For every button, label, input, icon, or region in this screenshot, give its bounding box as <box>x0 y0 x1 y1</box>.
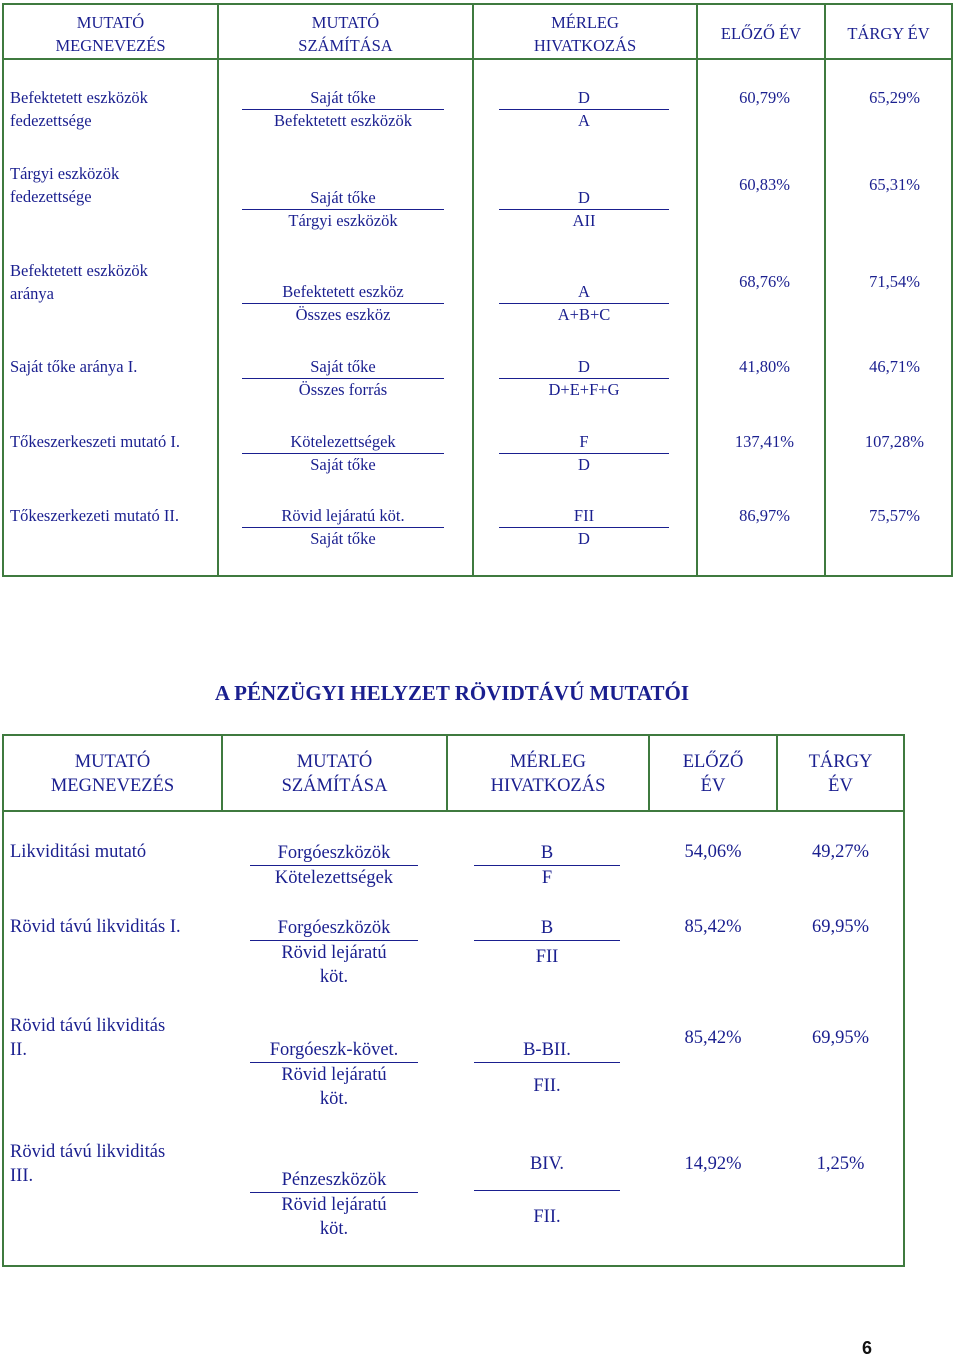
numerator: Saját tőke <box>310 88 376 107</box>
prev-year-value: 60,79% <box>739 88 790 107</box>
numerator: A <box>578 282 590 301</box>
balance-reference <box>499 187 669 232</box>
curr-year-value: 65,31% <box>869 175 920 194</box>
numerator: Befektetett eszköz <box>282 282 404 301</box>
row-name: Rövid távú likviditás I. <box>10 917 181 937</box>
balance-reference <box>499 431 669 476</box>
balance-reference <box>474 916 620 969</box>
formula <box>242 187 444 232</box>
numerator: Forgóeszközök <box>277 918 391 938</box>
curr-year-value: 71,54% <box>869 272 920 291</box>
balance-reference <box>499 356 669 401</box>
denominator: A+B+C <box>557 305 611 324</box>
denominator: FII. <box>533 1076 561 1096</box>
prev-year-value: 68,76% <box>739 272 790 291</box>
prev-year-value: 137,41% <box>734 432 794 451</box>
numerator: B <box>540 918 554 938</box>
header-divider <box>4 58 951 60</box>
section-title: A PÉNZÜGYI HELYZET RÖVIDTÁVÚ MUTATÓI <box>214 681 690 705</box>
header-prev-year: ELŐZŐ ÉV <box>682 752 744 796</box>
prev-year-value: 85,42% <box>684 917 742 937</box>
row-name: Rövid távú likviditás II. <box>10 1016 166 1060</box>
numerator: FII <box>573 506 595 525</box>
numerator: Forgóeszk-követ. <box>269 1040 399 1060</box>
numerator: Saját tőke <box>310 357 376 376</box>
curr-year-value: 65,29% <box>869 88 920 107</box>
fraction-bar <box>474 1190 620 1191</box>
header-calc: MUTATÓ SZÁMÍTÁSA <box>298 13 393 55</box>
curr-year-value: 1,25% <box>816 1154 865 1174</box>
numerator: Kötelezettségek <box>290 432 396 451</box>
curr-year-value: 69,95% <box>811 917 870 937</box>
denominator: Összes eszköz <box>295 305 391 324</box>
header-curr-year: TÁRGY ÉV <box>808 752 873 796</box>
denominator: Összes forrás <box>298 380 388 399</box>
short-term-indicators-table <box>2 734 905 1267</box>
balance-reference <box>499 281 669 326</box>
header-prev-year: ELŐZŐ ÉV <box>720 24 802 43</box>
row-name: Rövid távú likviditás III. <box>10 1142 166 1186</box>
balance-reference <box>474 1038 620 1098</box>
header-calc: MUTATÓ SZÁMÍTÁSA <box>281 752 388 796</box>
prev-year-value: 86,97% <box>739 506 790 525</box>
curr-year-value: 75,57% <box>869 506 920 525</box>
numerator: B <box>540 843 554 863</box>
curr-year-value: 49,27% <box>811 842 870 862</box>
prev-year-value: 54,06% <box>684 842 742 862</box>
header-ref: MÉRLEG HIVATKOZÁS <box>490 752 606 796</box>
denominator: Tárgyi eszközök <box>288 211 398 230</box>
denominator: FII <box>535 947 559 967</box>
balance-reference <box>499 87 669 132</box>
formula <box>242 505 444 550</box>
row-name: Saját tőke aránya I. <box>10 357 138 376</box>
header-curr-year: TÁRGY ÉV <box>847 24 930 43</box>
fraction-bar <box>474 940 620 941</box>
curr-year-value: 69,95% <box>811 1028 870 1048</box>
balance-reference <box>499 505 669 550</box>
numerator: F <box>579 432 589 451</box>
denominator: FII. <box>533 1207 561 1227</box>
page-number: 6 <box>862 1338 873 1358</box>
row-name: Tőkeszerkeszeti mutató I. <box>10 432 180 451</box>
numerator: D <box>578 88 590 107</box>
header-name: MUTATÓ MEGNEVEZÉS <box>50 752 175 796</box>
header-divider <box>4 810 903 812</box>
denominator: Kötelezettségek <box>274 868 394 888</box>
prev-year-value: 41,80% <box>739 357 790 376</box>
formula <box>250 841 418 890</box>
denominator: A <box>578 111 590 130</box>
denominator: D+E+F+G <box>548 380 620 399</box>
denominator: D <box>578 529 590 548</box>
long-term-indicators-table <box>2 3 953 577</box>
numerator: Forgóeszközök <box>277 843 391 863</box>
denominator: AII <box>572 211 596 230</box>
formula <box>242 431 444 476</box>
denominator: Rövid lejáratú köt. <box>281 1195 387 1239</box>
denominator: Saját tőke <box>310 455 376 474</box>
denominator: Rövid lejáratú köt. <box>281 943 387 987</box>
numerator: B-BII. <box>523 1040 571 1060</box>
curr-year-value: 46,71% <box>869 357 920 376</box>
fraction-bar <box>474 1062 620 1063</box>
row-name: Befektetett eszközök aránya <box>10 261 148 303</box>
row-name: Tárgyi eszközök fedezettsége <box>10 164 120 206</box>
denominator: Befektetett eszközök <box>274 111 412 130</box>
formula <box>242 281 444 326</box>
formula <box>250 1168 418 1241</box>
balance-reference <box>474 1152 620 1229</box>
row-name: Befektetett eszközök fedezettsége <box>10 88 148 130</box>
column-divider <box>217 5 219 575</box>
header-ref: MÉRLEG HIVATKOZÁS <box>533 13 637 55</box>
header-name: MUTATÓ MEGNEVEZÉS <box>55 13 166 55</box>
row-name: Tőkeszerkezeti mutató II. <box>10 506 180 525</box>
denominator: F <box>541 868 553 888</box>
prev-year-value: 85,42% <box>684 1028 742 1048</box>
denominator: Rövid lejáratú köt. <box>281 1065 387 1109</box>
numerator: D <box>578 188 590 207</box>
formula <box>242 356 444 401</box>
formula <box>242 87 444 132</box>
numerator: Rövid lejáratú köt. <box>281 506 405 525</box>
column-divider <box>472 5 474 575</box>
numerator: Saját tőke <box>310 188 376 207</box>
numerator: Pénzeszközök <box>281 1170 387 1190</box>
formula <box>250 916 418 989</box>
balance-reference <box>474 841 620 890</box>
formula <box>250 1038 418 1111</box>
denominator: Saját tőke <box>310 529 376 548</box>
prev-year-value: 14,92% <box>684 1154 742 1174</box>
numerator: BIV. <box>529 1154 565 1174</box>
row-name: Likviditási mutató <box>10 842 147 862</box>
numerator: D <box>578 357 590 376</box>
prev-year-value: 60,83% <box>739 175 790 194</box>
denominator: D <box>578 455 590 474</box>
curr-year-value: 107,28% <box>864 432 924 451</box>
